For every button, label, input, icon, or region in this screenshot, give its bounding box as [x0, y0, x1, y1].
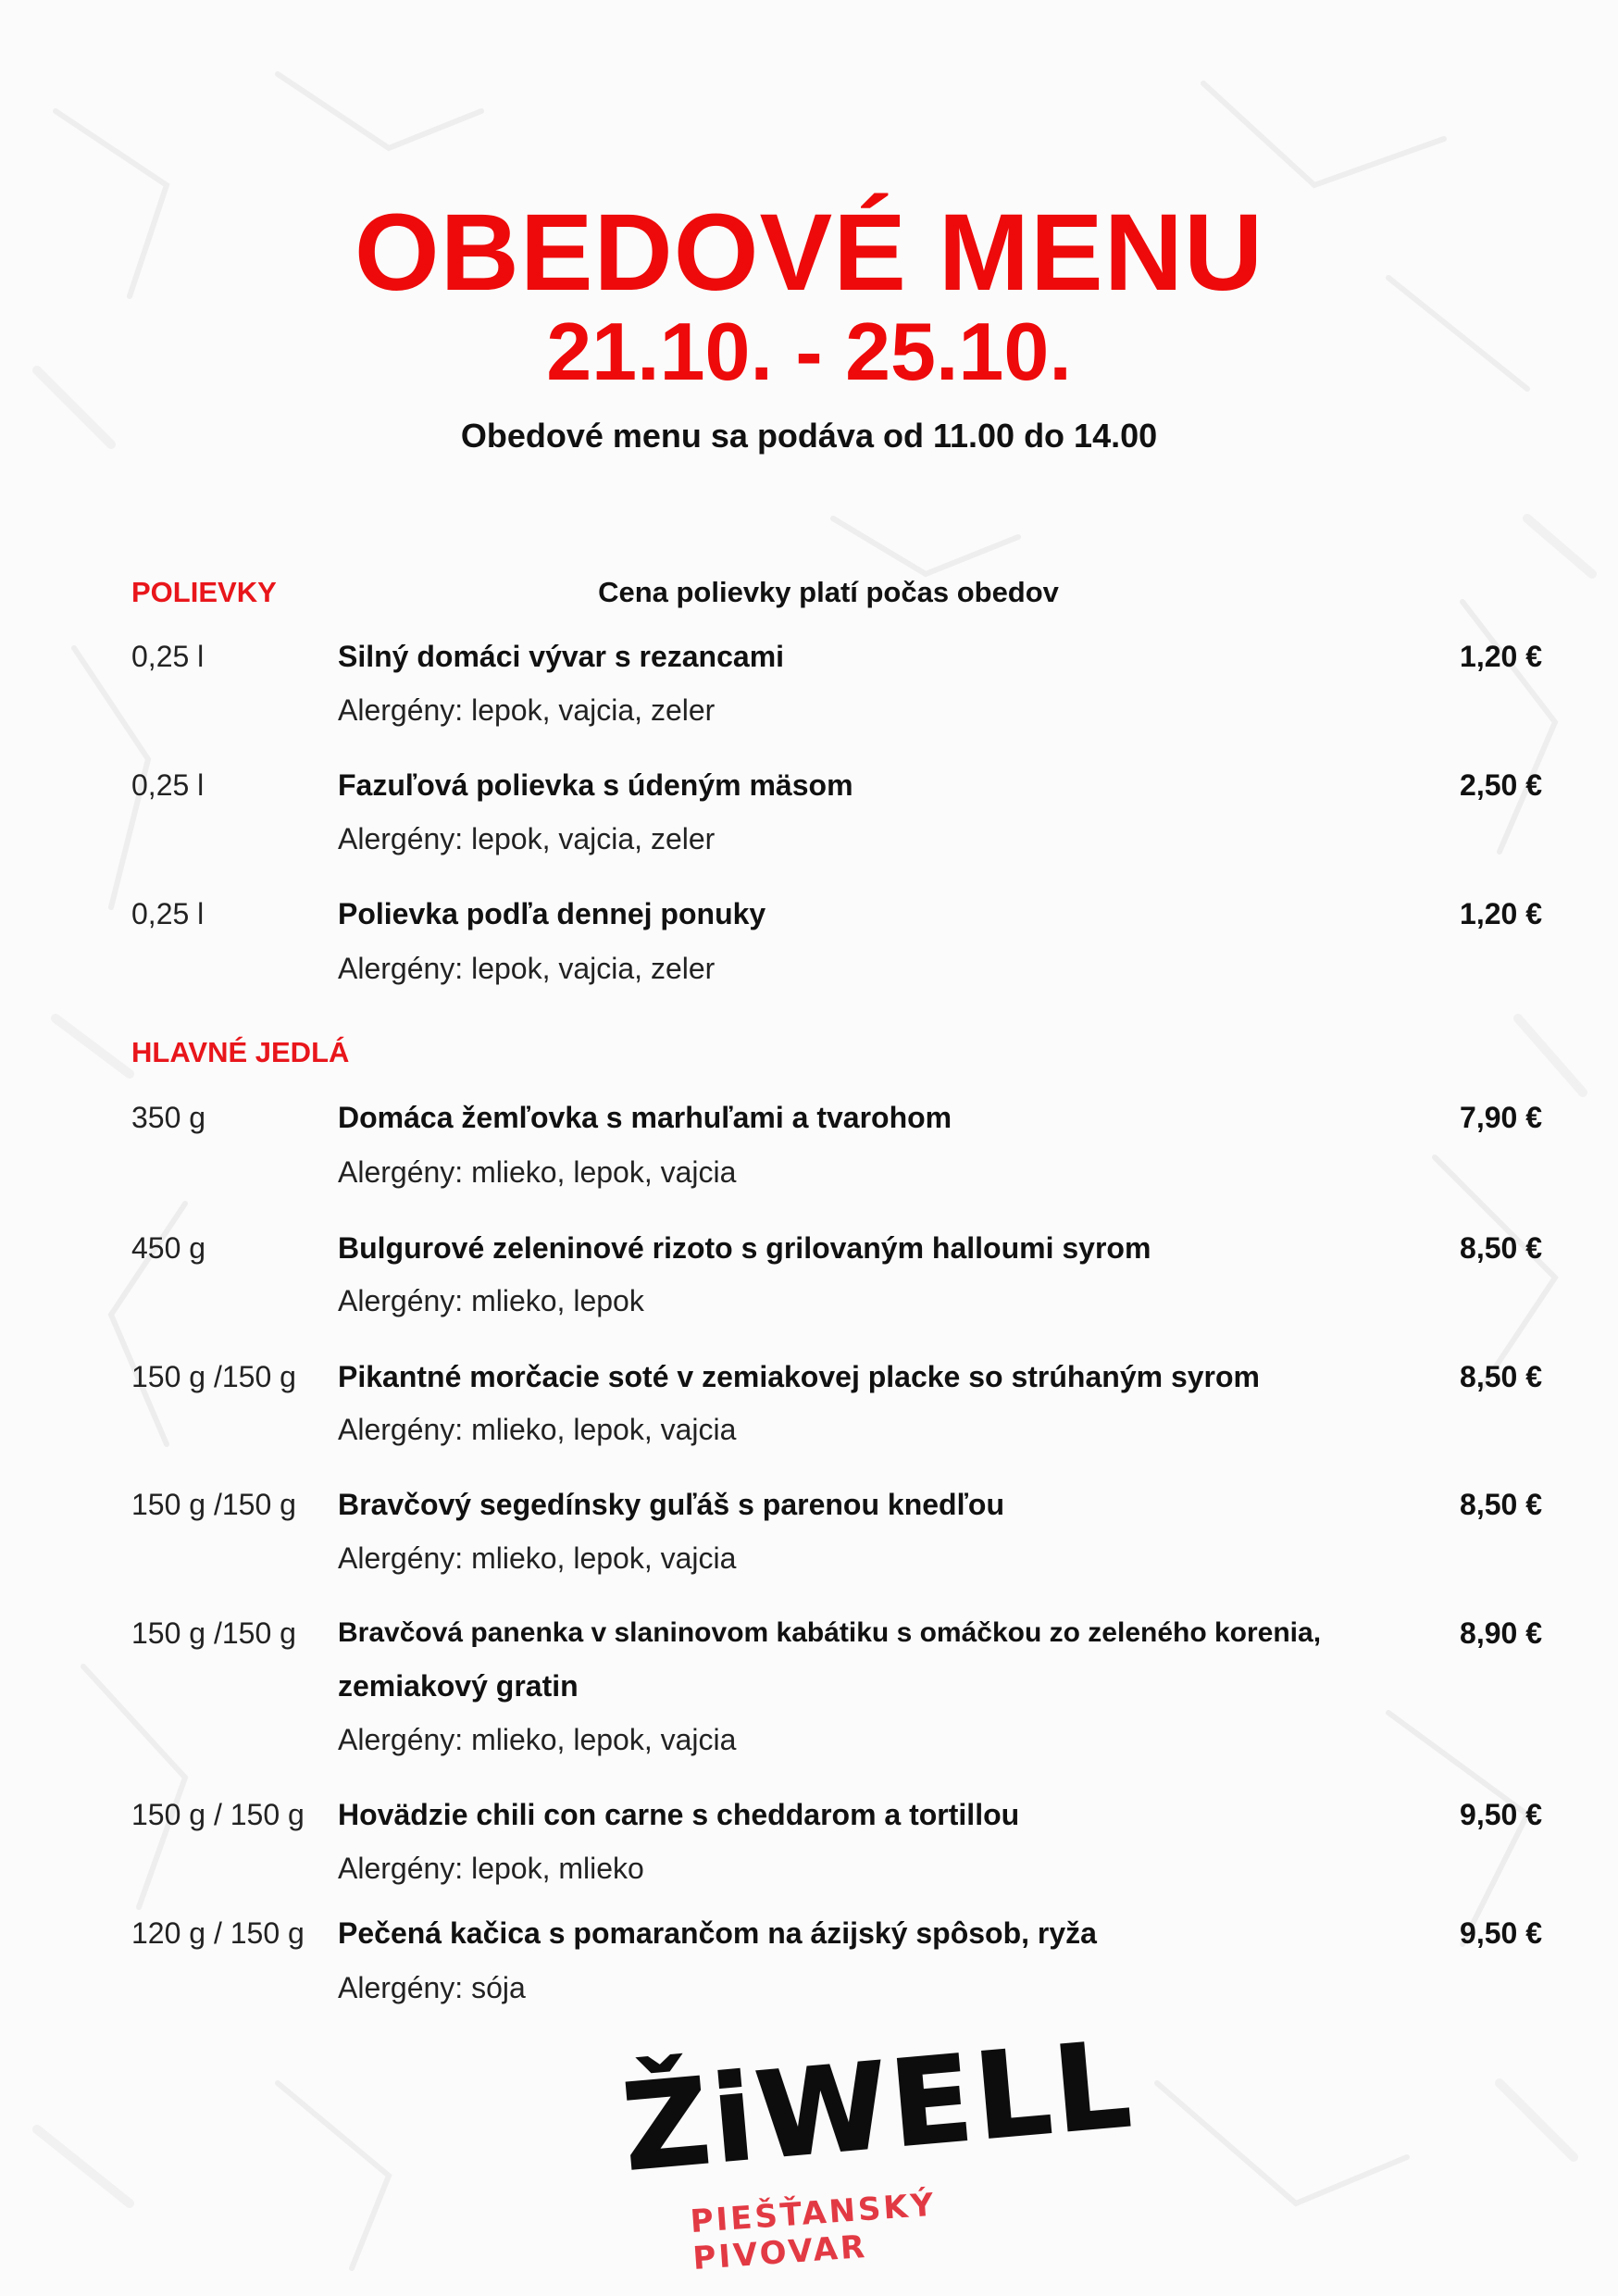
item-price: 8,50 €	[1460, 1360, 1542, 1393]
item-name: Domáca žemľovka s marhuľami a tvarohom	[338, 1101, 952, 1134]
item-name: Bravčový segedínsky guľáš s parenou knedľou	[338, 1488, 1005, 1521]
section-heading-soups: POLIEVKY	[131, 576, 277, 608]
item-price: 7,90 €	[1460, 1101, 1542, 1134]
item-name: Pečená kačica s pomarančom na ázijský spôsob, ryža	[338, 1916, 1097, 1950]
item-allergens: Alergény: lepok, mlieko	[338, 1852, 644, 1885]
item-price: 9,50 €	[1460, 1798, 1542, 1831]
item-name: Pikantné morčacie soté v zemiakovej placke so strúhaným syrom	[338, 1360, 1260, 1393]
item-quantity: 150 g /150 g	[131, 1616, 296, 1650]
brand-logo-wordmark: ŽiWELL	[617, 2015, 1139, 2198]
item-price: 2,50 €	[1460, 768, 1542, 802]
item-price: 8,90 €	[1460, 1616, 1542, 1650]
item-name: Bulgurové zeleninové rizoto s grilovaným halloumi syrom	[338, 1231, 1151, 1265]
item-price: 1,20 €	[1460, 897, 1542, 930]
item-name: Hovädzie chili con carne s cheddarom a tortillou	[338, 1798, 1020, 1831]
item-price: 9,50 €	[1460, 1916, 1542, 1950]
soup-price-note: Cena polievky platí počas obedov	[598, 576, 1059, 608]
item-name: Polievka podľa dennej ponuky	[338, 897, 766, 930]
item-allergens: Alergény: mlieko, lepok, vajcia	[338, 1413, 737, 1446]
item-quantity: 0,25 l	[131, 640, 205, 673]
item-name: Silný domáci vývar s rezancami	[338, 640, 785, 673]
item-allergens: Alergény: mlieko, lepok, vajcia	[338, 1541, 737, 1575]
item-price: 1,20 €	[1460, 640, 1542, 673]
item-quantity: 0,25 l	[131, 768, 205, 802]
serving-time: Obedové menu sa podáva od 11.00 do 14.00	[460, 417, 1158, 455]
brand-logo	[611, 2015, 1139, 2277]
item-allergens: Alergény: lepok, vajcia, zeler	[338, 693, 716, 727]
item-price: 8,50 €	[1460, 1488, 1542, 1521]
item-name-line2: zemiakový gratin	[338, 1669, 579, 1703]
item-price: 8,50 €	[1460, 1231, 1542, 1265]
brand-logo-tagline: PIEŠŤANSKÝ PIVOVAR	[689, 2186, 938, 2277]
item-quantity: 0,25 l	[131, 897, 205, 930]
item-name: Bravčová panenka v slaninovom kabátiku s omáčkou zo zeleného korenia,	[338, 1617, 1322, 1648]
item-allergens: Alergény: mlieko, lepok, vajcia	[338, 1723, 737, 1756]
item-allergens: Alergény: lepok, vajcia, zeler	[338, 952, 716, 985]
item-quantity: 120 g / 150 g	[131, 1916, 305, 1950]
item-quantity: 150 g /150 g	[131, 1360, 296, 1393]
menu-dates: 21.10. - 25.10.	[546, 306, 1072, 397]
item-allergens: Alergény: mlieko, lepok, vajcia	[338, 1155, 737, 1189]
item-allergens: Alergény: lepok, vajcia, zeler	[338, 822, 716, 855]
item-allergens: Alergény: sója	[338, 1971, 526, 2004]
menu-title: OBEDOVÉ MENU	[354, 192, 1264, 314]
item-quantity: 450 g	[131, 1231, 206, 1265]
item-quantity: 150 g / 150 g	[131, 1798, 305, 1831]
item-quantity: 150 g /150 g	[131, 1488, 296, 1521]
item-allergens: Alergény: mlieko, lepok	[338, 1284, 644, 1317]
section-heading-mains: HLAVNÉ JEDLÁ	[131, 1036, 350, 1068]
item-name: Fazuľová polievka s údeným mäsom	[338, 768, 853, 802]
item-quantity: 350 g	[131, 1101, 206, 1134]
